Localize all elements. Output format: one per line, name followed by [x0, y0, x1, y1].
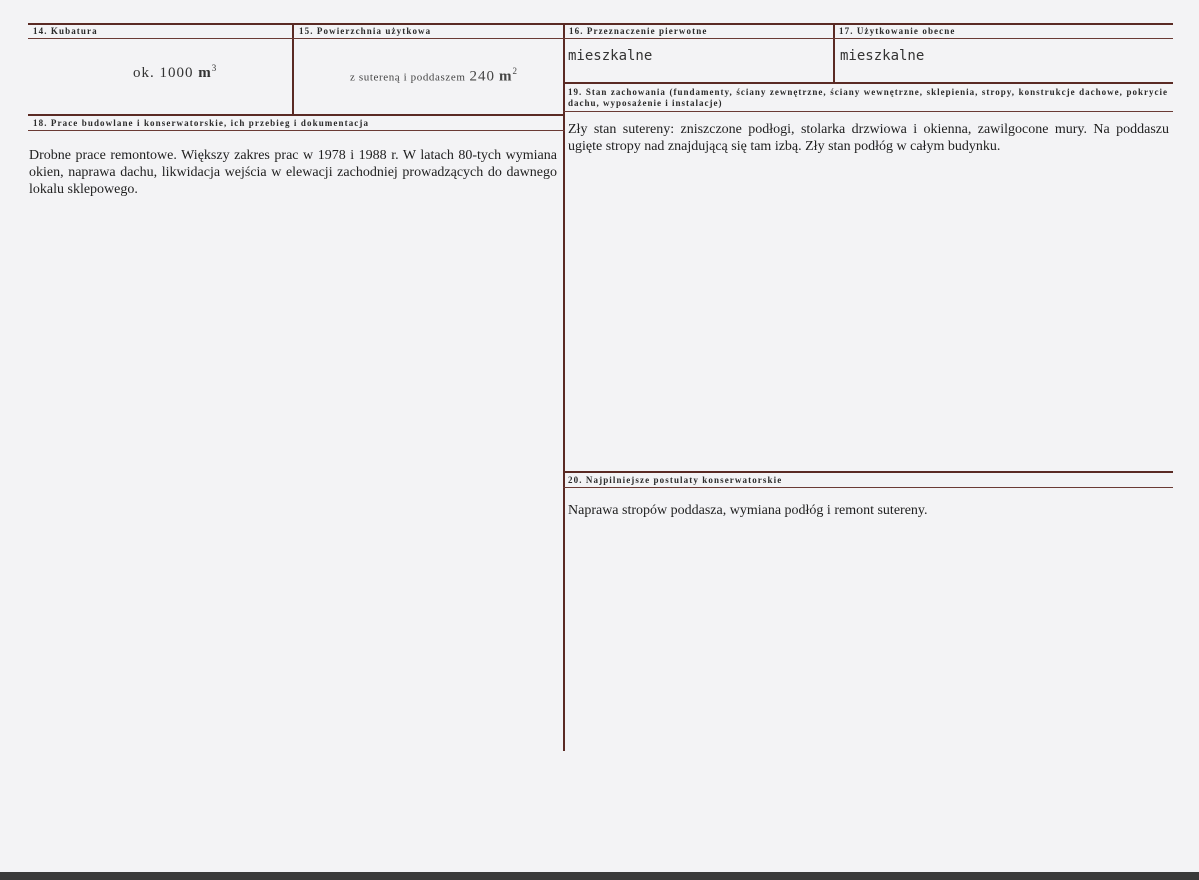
scanner-edge: [0, 872, 1199, 880]
kubatura-unit: m: [198, 65, 212, 81]
kubatura-number: ok. 1000: [133, 65, 194, 81]
field-18-text: Drobne prace remontowe. Większy zakres prac w 1978 i 1988 r. W latach 80-tych wymiana okien, naprawa dachu, likwidacja wejścia w elewacji zachodniej prowadzących do dawnego lokalu sklepowego.: [29, 148, 557, 197]
field-15-label: 15. Powierzchnia użytkowa: [299, 26, 432, 36]
area-unit: m: [499, 68, 513, 85]
rule-under-label-20: [563, 487, 1173, 488]
area-exponent: 2: [512, 66, 518, 76]
kubatura-exponent: 3: [211, 63, 218, 73]
field-19-text: Zły stan sutereny: zniszczone podłogi, stolarka drzwiowa i okienna, zawilgocone mury. Na poddaszu ugięte stropy nad znajdującą się tam izbą. Zły stan podłóg w całym budynku.: [568, 122, 1169, 154]
area-prefix: z sutereną i poddaszem: [350, 71, 466, 84]
rule-under-16-17: [563, 82, 1173, 84]
center-divider: [563, 23, 565, 751]
rule-under-label-18: [28, 130, 565, 131]
field-16-label: 16. Przeznaczenie pierwotne: [569, 26, 708, 36]
field-14-label: 14. Kubatura: [33, 26, 98, 36]
divider-16-17: [833, 23, 835, 83]
field-17-label: 17. Użytkowanie obecne: [839, 26, 956, 36]
rule-under-label-14-15: [28, 38, 565, 39]
rule-under-label-16-17: [563, 38, 1173, 39]
rule-under-14-15: [28, 114, 565, 116]
field-16-value: mieszkalne: [568, 48, 653, 64]
field-19-label: 19. Stan zachowania (fundamenty, ściany zewnętrzne, ściany wewnętrzne, sklepienia, stropy, konstrukcje dachowe, pokrycie dachu, wyposażenie i instalacje): [568, 87, 1168, 108]
field-20-text: Naprawa stropów poddasza, wymiana podłóg i remont sutereny.: [568, 503, 928, 518]
field-17-value: mieszkalne: [840, 48, 925, 64]
field-15-value: [350, 66, 517, 85]
area-number: 240: [469, 68, 496, 85]
top-rule: [28, 23, 1173, 25]
field-20-label: 20. Najpilniejsze postulaty konserwatorskie: [568, 475, 783, 485]
rule-above-20: [563, 471, 1173, 473]
field-14-value: [133, 63, 217, 82]
rule-under-label-19: [563, 111, 1173, 112]
field-18-label: 18. Prace budowlane i konserwatorskie, ich przebieg i dokumentacja: [33, 118, 370, 128]
divider-14-15: [292, 23, 294, 115]
